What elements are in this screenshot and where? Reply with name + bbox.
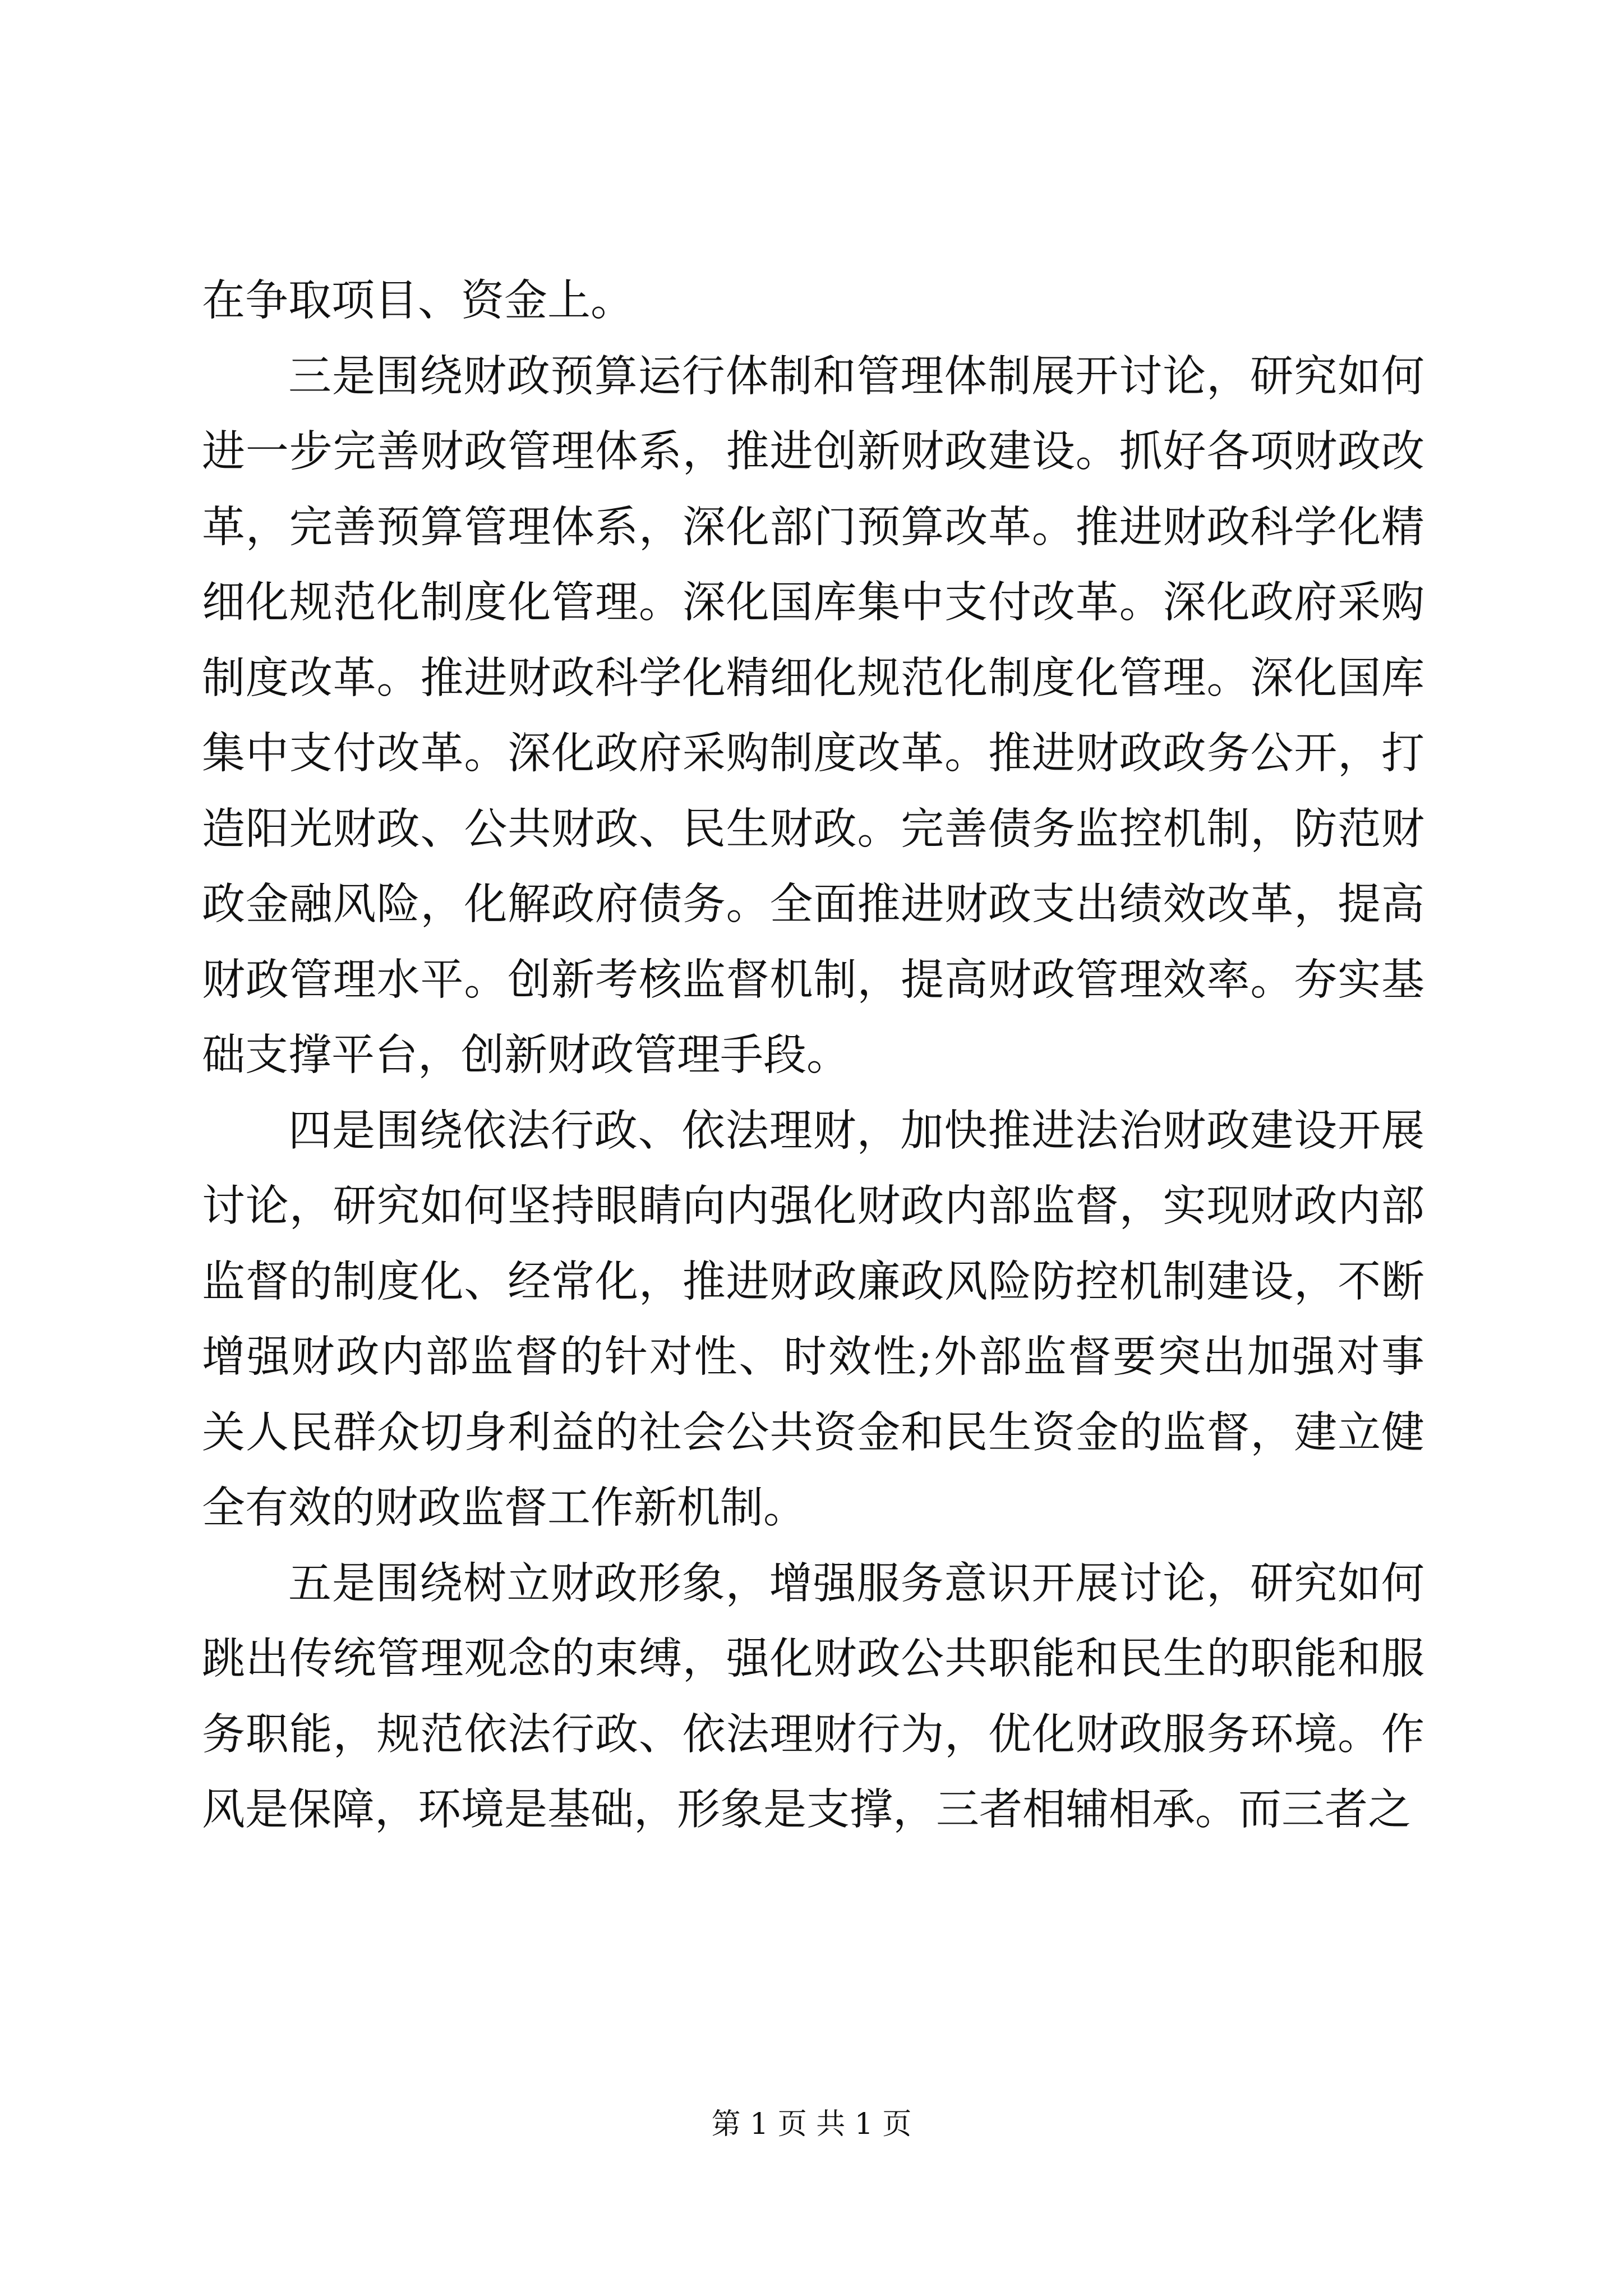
paragraph-2: 三是围绕财政预算运行体制和管理体制展开讨论，研究如何进一步完善财政管理体系，推进创新财政建设。抓好各项财政改革，完善预算管理体系，深化部门预算改革。推进财政科学化精细化规范化制度化管理。深化国库集中支付改革。深化政府采购制度改革。推进财政科学化精细化规范化制度化管理。深化国库集中支付改革。深化政府采购制度改革。推进财政政务公开，打造阳光财政、公共财政、民生财政。完善债务监控机制，防范财政金融风险，化解政府债务。全面推进财政支出绩效改革，提高财政管理水平。创新考核监督机制，提高财政管理效率。夯实基础支撑平台，创新财政管理手段。 <box>202 351 1424 1080</box>
document-body <box>202 264 1424 1848</box>
paragraph-1: 在争取项目、资金上。 <box>202 276 634 326</box>
paragraph-3: 四是围绕依法行政、依法理财，加快推进法治财政建设开展讨论，研究如何坚持眼睛向内强化财政内部监督，实现财政内部监督的制度化、经常化，推进财政廉政风险防控机制建设，不断增强财政内部监督的针对性、时效性;外部监督要突出加强对事关人民群众切身利益的社会公共资金和民生资金的监督，建立健全有效的财政监督工作新机制。 <box>202 1106 1424 1533</box>
page-footer: 第 1 页 共 1 页 <box>711 2108 912 2141</box>
paragraph-4: 五是围绕树立财政形象，增强服务意识开展讨论，研究如何跳出传统管理观念的束缚，强化财政公共职能和民生的职能和服务职能，规范依法行政、依法理财行为，优化财政服务环境。作风是保障，环境是基础，形象是支撑，三者相辅相承。而三者之 <box>202 1558 1424 1835</box>
